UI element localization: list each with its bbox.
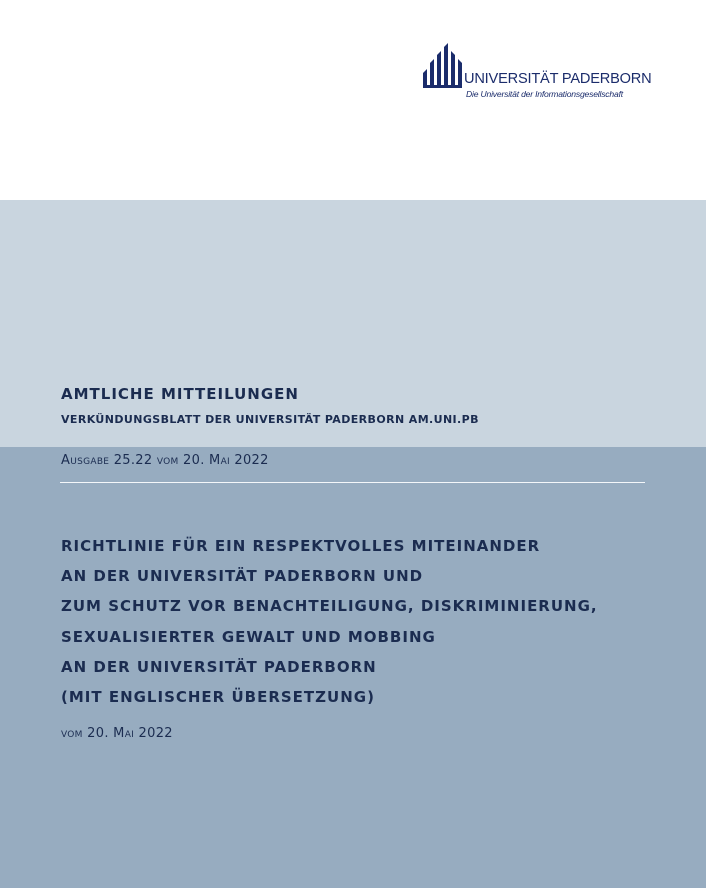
document-title-line: RICHTLINIE FÜR EIN RESPEKTVOLLES MITEINANDER: [61, 537, 541, 555]
document-title-line: ZUM SCHUTZ VOR BENACHTEILIGUNG, DISKRIMINIERUNG,: [61, 597, 598, 616]
divider: [60, 482, 645, 483]
document-title-line: AN DER UNIVERSITÄT PADERBORN UND: [61, 567, 424, 586]
document-title-line: SEXUALISIERTER GEWALT UND MOBBING: [61, 627, 436, 646]
document-title-line: (MIT ENGLISCHER ÜBERSETZUNG): [61, 687, 375, 706]
logo-wordmark: UNIVERSITÄT PADERBORN: [464, 71, 652, 87]
university-logo: [423, 43, 653, 103]
document-title: [61, 534, 598, 715]
header-band: [0, 200, 706, 447]
document-title-line: AN DER UNIVERSITÄT PADERBORN: [61, 657, 377, 676]
series-title: AMTLICHE MITTEILUNGEN: [61, 385, 299, 403]
series-subtitle: VERKÜNDUNGSBLATT DER UNIVERSITÄT PADERBORN AM.UNI.PB: [61, 413, 479, 426]
issue-line: Ausgabe 25.22 vom 20. Mai 2022: [61, 453, 269, 468]
logo-tagline: Die Universität der Informationsgesellschaft: [466, 89, 623, 99]
university-building-icon: [423, 43, 463, 88]
document-date: vom 20. Mai 2022: [61, 726, 173, 741]
